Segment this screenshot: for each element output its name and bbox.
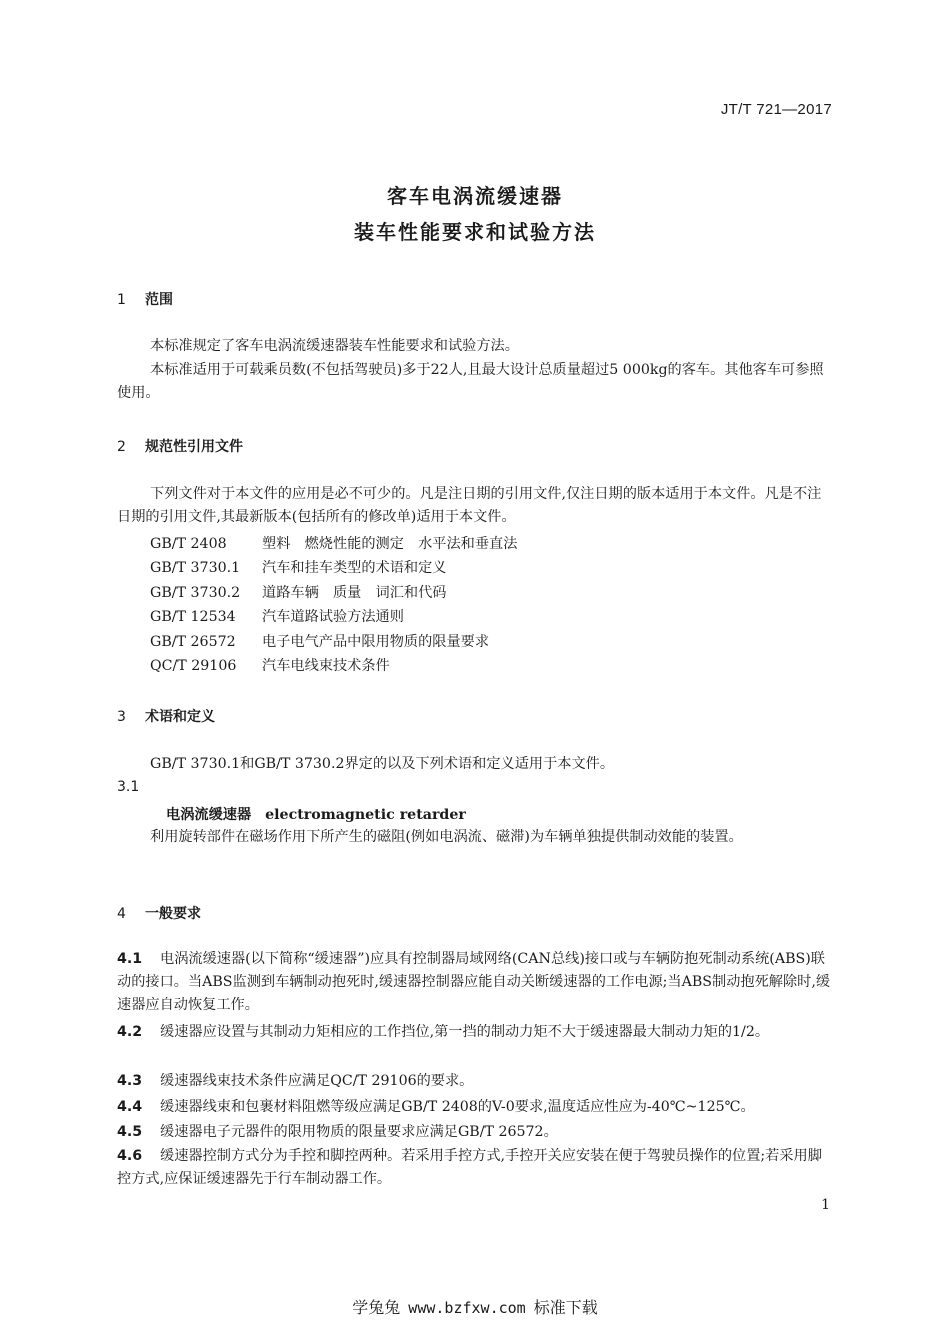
reference-item: [150, 606, 404, 626]
clause-4-2: [117, 1021, 835, 1044]
document-title-line2: 装车性能要求和试验方法: [354, 220, 596, 244]
section-number: 2: [117, 439, 126, 455]
clause-number: 4.6: [117, 1148, 143, 1164]
clause-text: 缓速器控制方式分为手控和脚控两种。若采用手控方式,手控开关应安装在便于驾驶员操作的位置;若采用脚控方式,应保证缓速器先于行车制动器工作。: [117, 1148, 822, 1187]
reference-item: [150, 533, 517, 553]
clause-4-6: [117, 1145, 835, 1191]
clause-4-1: [117, 948, 835, 1017]
clause-4-5: [117, 1121, 835, 1144]
clause-number: 4.3: [117, 1073, 143, 1089]
section-number: 4: [117, 906, 126, 922]
reference-code: QC/T 29106: [150, 658, 237, 674]
section-number: 1: [117, 292, 126, 308]
reference-code: GB/T 3730.2: [150, 585, 241, 601]
clause-text: 缓速器线束和包裹材料阻燃等级应满足GB/T 2408的V-0要求,温度适应性应为-40℃~125℃。: [160, 1099, 755, 1115]
section-title: 一般要求: [145, 906, 201, 922]
clause-text: 缓速器应设置与其制动力矩相应的工作挡位,第一挡的制动力矩不大于缓速器最大制动力矩的1/2。: [160, 1024, 770, 1040]
reference-item: [150, 631, 489, 651]
reference-item: [150, 655, 390, 675]
footer-watermark: [0, 1295, 950, 1318]
section-4-heading: [117, 903, 201, 923]
clause-number: 4.2: [117, 1024, 143, 1040]
section-1-heading: [117, 289, 173, 309]
footer-url[interactable]: www.bzfxw.com: [408, 1299, 526, 1317]
term-entry: [166, 804, 466, 824]
section-title: 术语和定义: [145, 709, 215, 725]
section-3-heading: [117, 706, 215, 726]
reference-title: 汽车和挂车类型的术语和定义: [262, 560, 447, 576]
reference-code: GB/T 2408: [150, 536, 227, 552]
clause-number: 4.4: [117, 1099, 143, 1115]
reference-title: 电子电气产品中限用物质的限量要求: [262, 634, 490, 650]
sec1-paragraph-1: 本标准规定了客车电涡流缓速器装车性能要求和试验方法。: [150, 338, 519, 354]
term-definition: 利用旋转部件在磁场作用下所产生的磁阻(例如电涡流、磁滞)为车辆单独提供制动效能的装置。: [150, 829, 743, 845]
reference-item: [150, 557, 446, 577]
page-number: 1: [821, 1197, 830, 1213]
term-english: electromagnetic retarder: [265, 807, 466, 823]
footer-site-name: 学兔兔: [352, 1298, 401, 1317]
reference-item: [150, 582, 446, 602]
reference-code: GB/T 12534: [150, 609, 236, 625]
section-number: 3: [117, 709, 126, 725]
section-title: 范围: [145, 292, 173, 308]
sec2-paragraph-1: 下列文件对于本文件的应用是必不可少的。凡是注日期的引用文件,仅注日期的版本适用于本文件。凡是不注日期的引用文件,其最新版本(包括所有的修改单)适用于本文件。: [117, 486, 822, 525]
reference-code: GB/T 3730.1: [150, 560, 241, 576]
clause-text: 缓速器线束技术条件应满足QC/T 29106的要求。: [160, 1073, 474, 1089]
reference-title: 汽车道路试验方法通则: [262, 609, 404, 625]
clause-4-3: [117, 1070, 835, 1093]
clause-text: 缓速器电子元器件的限用物质的限量要求应满足GB/T 26572。: [160, 1124, 558, 1140]
clause-number: 4.1: [117, 951, 143, 967]
clause-number: 4.5: [117, 1124, 143, 1140]
sec1-paragraph-2: 本标准适用于可载乘员数(不包括驾驶员)多于22人,且最大设计总质量超过5 000kg的客车。其他客车可参照使用。: [117, 362, 824, 401]
reference-title: 道路车辆 质量 词汇和代码: [262, 585, 447, 601]
term-chinese: 电涡流缓速器: [166, 807, 252, 823]
document-title-line1: 客车电涡流缓速器: [387, 184, 563, 208]
subsection-number: 3.1: [117, 779, 140, 795]
reference-code: GB/T 26572: [150, 634, 236, 650]
clause-text: 电涡流缓速器(以下简称“缓速器”)应具有控制器局域网络(CAN总线)接口或与车辆防抱死制动系统(ABS)联动的接口。当ABS监测到车辆制动抱死时,缓速器控制器应能自动关断缓速器的工作电源;当ABS制动抱死解除时,缓速器应自动恢复工作。: [117, 951, 831, 1013]
footer-tagline: 标准下载: [533, 1298, 598, 1317]
reference-title: 塑料 燃烧性能的测定 水平法和垂直法: [262, 536, 518, 552]
clause-4-4: [117, 1096, 835, 1119]
reference-title: 汽车电线束技术条件: [262, 658, 390, 674]
standard-number: JT/T 721—2017: [720, 101, 832, 118]
sec3-paragraph-1: GB/T 3730.1和GB/T 3730.2界定的以及下列术语和定义适用于本文件。: [150, 756, 615, 772]
section-title: 规范性引用文件: [145, 439, 243, 455]
section-2-heading: [117, 436, 243, 456]
